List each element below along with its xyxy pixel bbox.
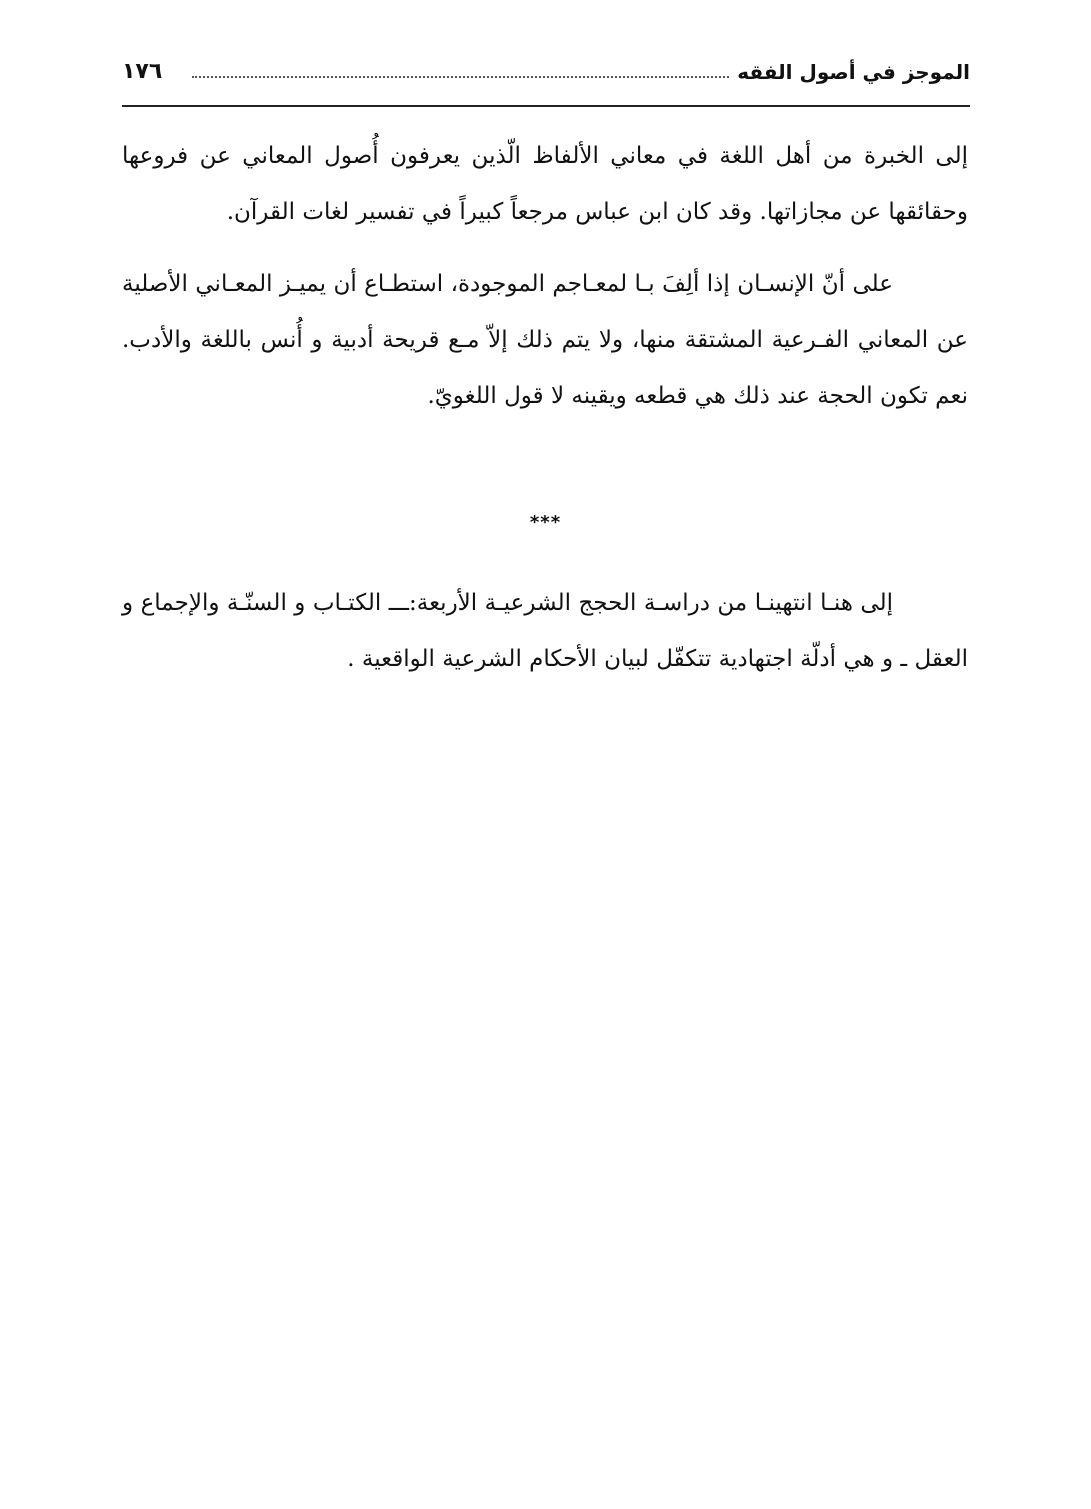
page-number: ١٧٦ (122, 59, 163, 84)
paragraph-2: على أنّ الإنسـان إذا ألِفَ بـا لمعـاجم الموجودة، استطـاع أن يميـز المعـاني الأصلية عن المعاني الفـرعية المشتقة منها، ولا يتم ذلك إلاّ مـع قريحة أدبية و أُنس باللغة والأدب. نعم تكون الحجة عند ذلك هي قطعه ويقينه لا قول اللغويّ. (122, 271, 968, 409)
dotted-leader (192, 75, 729, 78)
paragraph-1: إلى الخبرة من أهل اللغة في معاني الألفاظ الّذين يعرفون أُصول المعاني عن فروعها وحقائقها عن مجازاتها. وقد كان ابن عباس مرجعاً كبيراً في تفسير لغات القرآن. (122, 143, 968, 225)
section-separator: *** (529, 512, 562, 533)
paragraph-3: إلى هنـا انتهينـا من دراسـة الحجج الشرعيـة الأربعة:ـــ الكتـاب و السنّـة والإجماع و العقل ـ و هي أدلّة اجتهادية تتكفّل لبيان الأحكام الشرعية الواقعية . (122, 590, 968, 672)
header-rule (122, 105, 970, 107)
running-header (122, 46, 970, 86)
book-title: الموجز في أصول الفقه (737, 60, 970, 84)
